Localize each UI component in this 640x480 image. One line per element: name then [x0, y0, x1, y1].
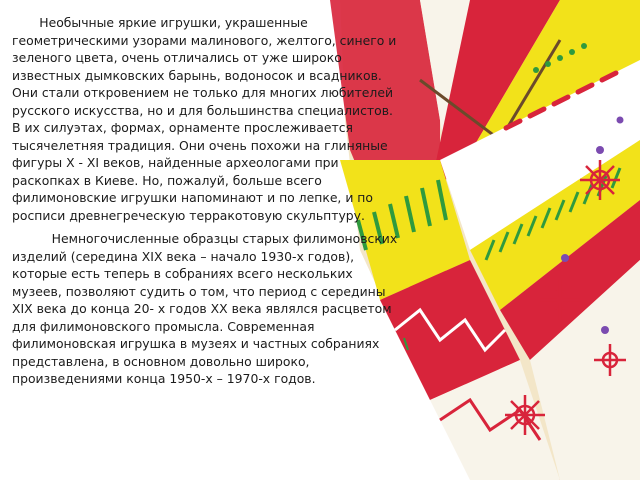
paragraph-1: Необычные яркие игрушки, украшенные геометрическими узорами малинового, желтого, синего и зеленого цвета, очень отличались от уже широко известных дымковских барынь, водоносок и всадников. Они стали откровением не только для многих любителей русского искусства, но и для большинства специалистов. В их силуэтах, формах, орнаменте прослеживается тысячелетняя традиция. Они очень похожи на глиняные фигуры X - XI веков, найденные археологами при раскопках в Киеве. Но, пожалуй, больше всего филимоновские игрушки напоминают и по лепке, и по росписи древнегреческую терракотовую скульптуру.: [12, 15, 397, 223]
paragraph-2: Немногочисленные образцы старых филимоновских изделий (середина XIX века – начало 1930-х годов), которые есть теперь в собраниях всего нескольких музеев, позволяют судить о том, что период с середины XIX века до конца 20- х годов XX века являлся расцветом для филимоновского промысла. Современная филимоновская игрушка в музеях и частных собраниях представлена, в основном довольно широко, произведениями конца 1950-х – 1970-х годов.: [12, 231, 398, 386]
slide-text: [12, 14, 404, 394]
